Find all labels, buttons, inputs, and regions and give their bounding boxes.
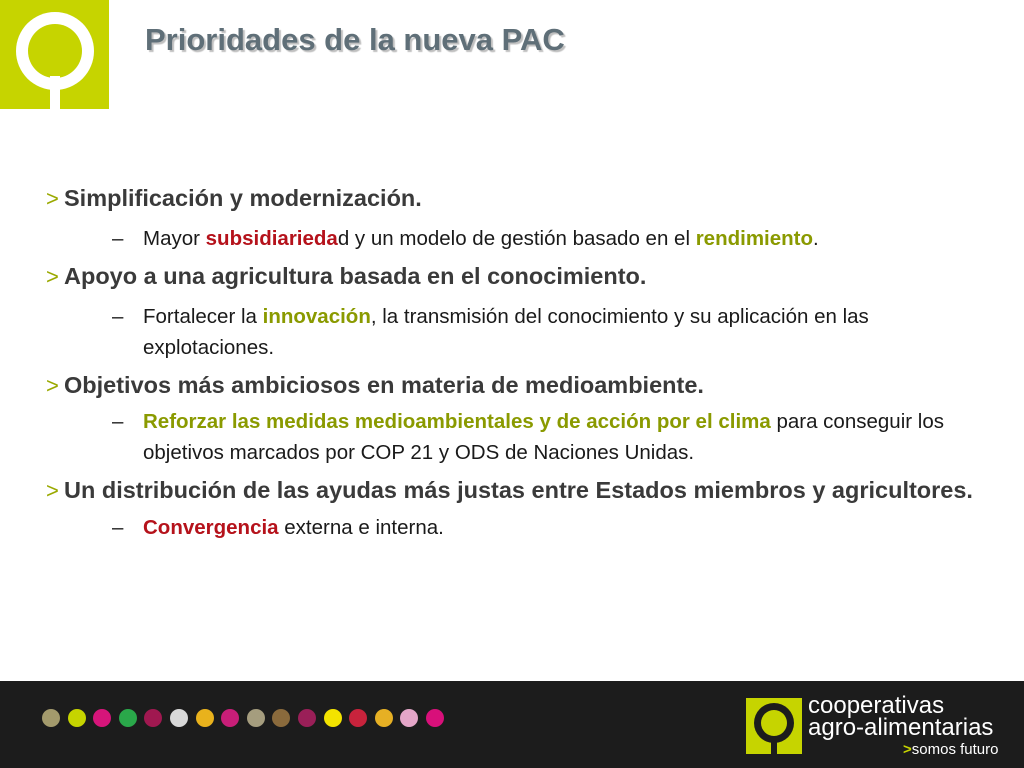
bullet-simplificacion bbox=[46, 182, 986, 215]
decorative-dot bbox=[375, 709, 393, 727]
bullet-medioambiente bbox=[46, 369, 986, 402]
bullet-text: Objetivos más ambiciosos en materia de medioambiente. bbox=[64, 372, 704, 398]
decorative-dot bbox=[119, 709, 137, 727]
sub-dash: – bbox=[112, 305, 124, 328]
sub-dash: – bbox=[112, 516, 124, 539]
decorative-dot bbox=[324, 709, 342, 727]
tagline-chevron-icon: > bbox=[903, 741, 912, 758]
bullet-arrow: > bbox=[46, 264, 59, 289]
decorative-dot bbox=[93, 709, 111, 727]
bullet-text: Apoyo a una agricultura basada en el conocimiento. bbox=[64, 263, 647, 289]
decorative-dot bbox=[221, 709, 239, 727]
footer-bar bbox=[0, 681, 1024, 768]
bullet-text: Simplificación y modernización. bbox=[64, 185, 422, 211]
brand-line-1: cooperativas bbox=[808, 692, 945, 719]
slide-content bbox=[46, 182, 986, 543]
decorative-dot bbox=[349, 709, 367, 727]
highlight-green: Reforzar las medidas medioambientales y de acción por el clima bbox=[143, 410, 771, 433]
decorative-dot bbox=[170, 709, 188, 727]
sub-text-run: Mayor bbox=[143, 227, 206, 250]
sub-text-run: Fortalecer la bbox=[143, 305, 263, 328]
sub-text-run: externa e interna. bbox=[278, 516, 444, 539]
brand-logo-icon bbox=[746, 698, 802, 754]
sub-dash: – bbox=[112, 410, 124, 433]
highlight-green: innovación bbox=[262, 305, 371, 328]
brand-name bbox=[808, 692, 994, 741]
bullet-text: Un distribución de las ayudas más justas entre Estados miembros y agricultores. bbox=[64, 477, 973, 503]
bullet-arrow: > bbox=[46, 186, 59, 211]
tree-logo-icon bbox=[0, 0, 109, 109]
decorative-dot bbox=[144, 709, 162, 727]
bullet-arrow: > bbox=[46, 478, 59, 503]
sub-bullet-subsidiariedad bbox=[46, 223, 986, 254]
sub-bullet-convergencia bbox=[46, 512, 986, 543]
highlight-green: rendimiento bbox=[695, 227, 814, 250]
brand-tagline bbox=[903, 741, 998, 758]
decorative-dot bbox=[426, 709, 444, 727]
tagline-text: somos futuro bbox=[911, 741, 999, 758]
brand-line-2: agro-alimentarias bbox=[808, 714, 994, 741]
decorative-dot bbox=[196, 709, 214, 727]
decorative-dot bbox=[298, 709, 316, 727]
highlight-red: Convergencia bbox=[143, 516, 279, 539]
logo-badge bbox=[0, 0, 109, 109]
sub-dash: – bbox=[112, 227, 124, 250]
sub-text-run: . bbox=[813, 227, 819, 250]
bullet-distribucion bbox=[46, 474, 986, 507]
bullet-arrow: > bbox=[46, 373, 59, 398]
sub-text-run: d y un modelo de gestión basado en el bbox=[337, 227, 696, 250]
decorative-dot bbox=[400, 709, 418, 727]
decorative-dot bbox=[68, 709, 86, 727]
sub-text-run: para conseguir los objetivos marcados por COP 21 y ODS de Naciones Unidas. bbox=[143, 410, 944, 464]
bullet-conocimiento bbox=[46, 260, 986, 293]
slide-title: Prioridades de la nueva PAC bbox=[145, 22, 565, 57]
decorative-dot bbox=[272, 709, 290, 727]
sub-bullet-clima bbox=[46, 406, 986, 468]
decorative-dot bbox=[42, 709, 60, 727]
highlight-red: subsidiarieda bbox=[205, 227, 338, 250]
decorative-dot bbox=[247, 709, 265, 727]
sub-text-run: , la transmisión del conocimiento y su aplicación en las explotaciones. bbox=[143, 305, 869, 359]
sub-bullet-innovacion bbox=[46, 301, 986, 363]
